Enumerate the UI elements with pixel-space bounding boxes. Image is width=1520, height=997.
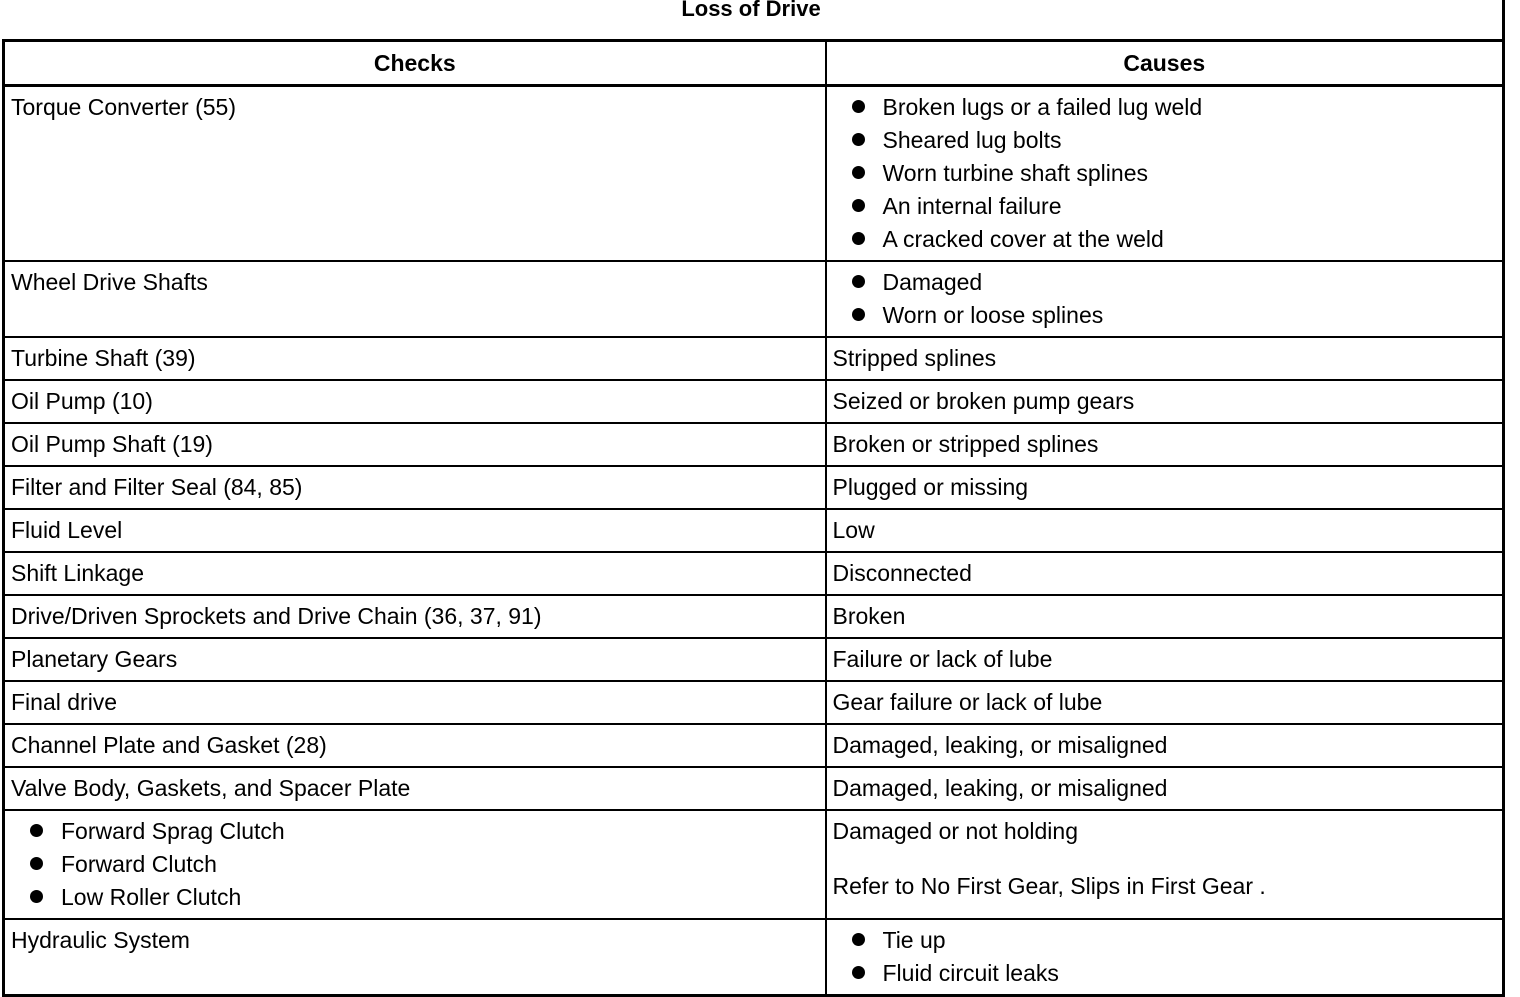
check-cell: Oil Pump (10) [4, 380, 826, 423]
list-item: Tie up [833, 924, 1497, 957]
causes-list [833, 91, 1497, 256]
list-item: Forward Clutch [11, 848, 819, 881]
causes-list [833, 266, 1497, 332]
cause-cell: Plugged or missing [826, 466, 1504, 509]
check-cell: Final drive [4, 681, 826, 724]
cause-cell: Broken or stripped splines [826, 423, 1504, 466]
check-cell: Turbine Shaft (39) [4, 337, 826, 380]
check-cell: Drive/Driven Sprockets and Drive Chain (36, 37, 91) [4, 595, 826, 638]
check-cell: Oil Pump Shaft (19) [4, 423, 826, 466]
checks-list [11, 815, 819, 914]
causes-cell [826, 261, 1504, 337]
table-row [4, 509, 1504, 552]
check-cell: Channel Plate and Gasket (28) [4, 724, 826, 767]
check-cell: Wheel Drive Shafts [4, 261, 826, 337]
list-item: Damaged [833, 266, 1497, 299]
table-row [4, 810, 1504, 919]
check-cell: Planetary Gears [4, 638, 826, 681]
table-title: Loss of Drive [681, 0, 821, 21]
cause-cell [826, 810, 1504, 919]
list-item: Sheared lug bolts [833, 124, 1497, 157]
cause-cell: Damaged, leaking, or misaligned [826, 724, 1504, 767]
causes-cell [826, 86, 1504, 262]
table-row [4, 595, 1504, 638]
cause-cell: Gear failure or lack of lube [826, 681, 1504, 724]
cause-reference-note: Refer to No First Gear, Slips in First Gear . [832, 873, 1266, 899]
list-item: Fluid circuit leaks [833, 957, 1497, 990]
check-cell: Filter and Filter Seal (84, 85) [4, 466, 826, 509]
table-row [4, 380, 1504, 423]
diagnostic-table [2, 39, 1505, 997]
table-row [4, 919, 1504, 996]
header-row [4, 41, 1504, 86]
cause-text: Damaged or not holding [832, 818, 1078, 844]
cause-cell: Seized or broken pump gears [826, 380, 1504, 423]
list-item: Worn or loose splines [833, 299, 1497, 332]
table-row [4, 767, 1504, 810]
check-cell: Shift Linkage [4, 552, 826, 595]
causes-list [833, 924, 1497, 990]
checks-cell [4, 810, 826, 919]
check-cell: Torque Converter (55) [4, 86, 826, 262]
cause-cell: Stripped splines [826, 337, 1504, 380]
cause-cell: Disconnected [826, 552, 1504, 595]
cause-cell: Broken [826, 595, 1504, 638]
list-item: Worn turbine shaft splines [833, 157, 1497, 190]
table-row [4, 86, 1504, 262]
table-row [4, 337, 1504, 380]
table-row [4, 681, 1504, 724]
table-row [4, 423, 1504, 466]
list-item: A cracked cover at the weld [833, 223, 1497, 256]
column-header-checks: Checks [4, 41, 826, 86]
check-cell: Fluid Level [4, 509, 826, 552]
list-item: Forward Sprag Clutch [11, 815, 819, 848]
table-row [4, 466, 1504, 509]
list-item: An internal failure [833, 190, 1497, 223]
table-row [4, 552, 1504, 595]
cause-cell: Low [826, 509, 1504, 552]
table-row [4, 638, 1504, 681]
column-header-causes: Causes [826, 41, 1504, 86]
list-item: Broken lugs or a failed lug weld [833, 91, 1497, 124]
check-cell: Valve Body, Gaskets, and Spacer Plate [4, 767, 826, 810]
check-cell: Hydraulic System [4, 919, 826, 996]
cause-cell: Failure or lack of lube [826, 638, 1504, 681]
list-item: Low Roller Clutch [11, 881, 819, 914]
page-right-border [1502, 0, 1505, 982]
table-row [4, 724, 1504, 767]
table-row [4, 261, 1504, 337]
causes-cell [826, 919, 1504, 996]
cause-cell: Damaged, leaking, or misaligned [826, 767, 1504, 810]
